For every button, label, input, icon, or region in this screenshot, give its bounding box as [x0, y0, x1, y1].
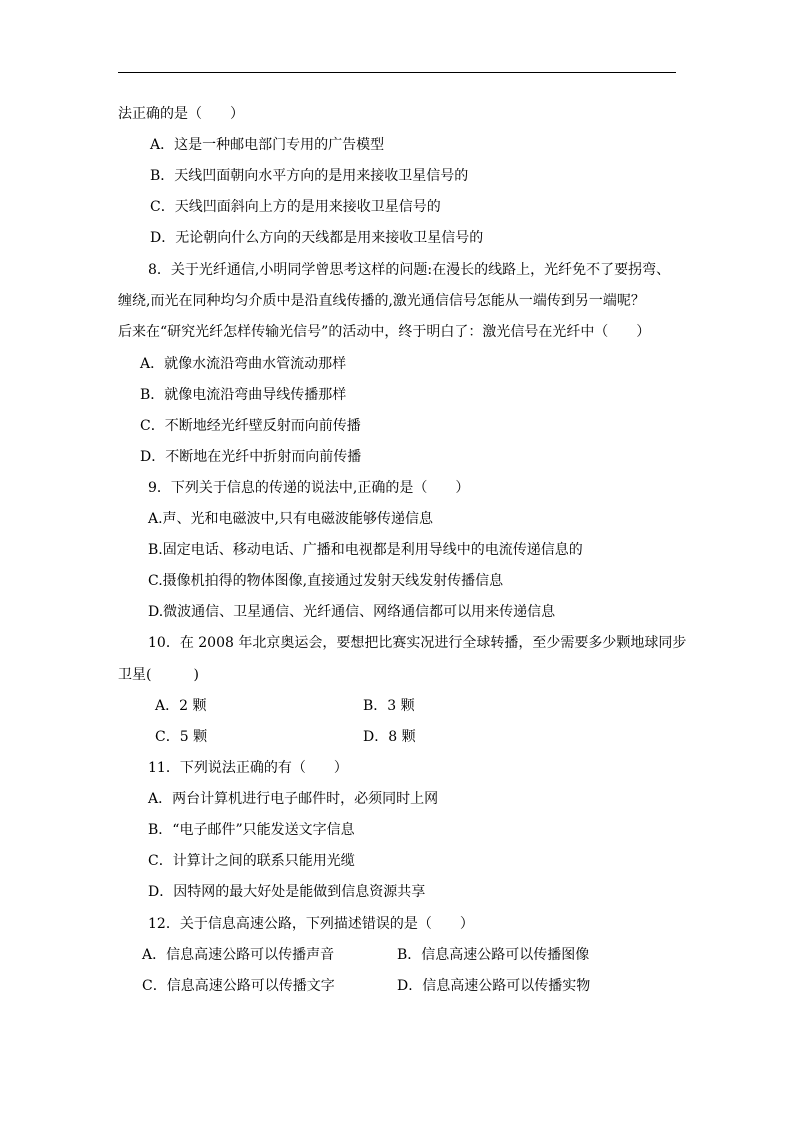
- q10-option-b: B．3 颗: [363, 698, 415, 714]
- q12-option-a: A．信息高速公路可以传播声音: [142, 947, 335, 963]
- q12-option-c: C．信息高速公路可以传播文字: [142, 978, 335, 994]
- q11-option-b: B．“电子邮件”只能发送文字信息: [148, 822, 355, 838]
- q9-option-a: A.声、光和电磁波中,只有电磁波能够传递信息: [148, 511, 434, 527]
- q8-option-d: D．不断地在光纤中折射而向前传播: [140, 449, 362, 465]
- q11-option-d: D．因特网的最大好处是能做到信息资源共享: [148, 884, 426, 900]
- q8-stem-line2: 缠绕,而光在同种均匀介质中是沿直线传播的,激光通信信号怎能从一端传到另一端呢？: [118, 293, 645, 309]
- q9-stem: 9．下列关于信息的传递的说法中,正确的是（ ）: [148, 480, 470, 496]
- q7-option-d: D．无论朝向什么方向的天线都是用来接收卫星信号的: [150, 230, 484, 246]
- header-rule: [118, 72, 676, 73]
- q11-option-c: C．计算计之间的联系只能用光缆: [148, 853, 355, 869]
- q12-option-d: D．信息高速公路可以传播实物: [397, 978, 591, 994]
- q12-option-b: B．信息高速公路可以传播图像: [397, 947, 590, 963]
- q9-option-b: B.固定电话、移动电话、广播和电视都是利用导线中的电流传递信息的: [148, 542, 583, 558]
- q8-stem-line3: 后来在“研究光纤怎样传输光信号”的活动中，终于明白了：激光信号在光纤中（ ）: [118, 324, 651, 340]
- q8-stem-line1: 8．关于光纤通信,小明同学曾思考这样的问题:在漫长的线路上，光纤免不了要拐弯、: [148, 262, 671, 278]
- q7-option-c: C．天线凹面斜向上方的是用来接收卫星信号的: [150, 199, 441, 215]
- q8-option-a: A．就像水流沿弯曲水管流动那样: [140, 356, 347, 372]
- q10-stem-line1: 10．在 2008 年北京奥运会，要想把比赛实况进行全球转播，至少需要多少颗地球同步: [148, 635, 687, 651]
- q11-stem: 11．下列说法正确的有（ ）: [148, 760, 348, 776]
- q10-option-d: D．8 颗: [363, 729, 416, 745]
- q10-option-a: A．2 颗: [155, 698, 207, 714]
- q10-option-c: C．5 颗: [155, 729, 208, 745]
- q7-stem-end: 法正确的是（ ）: [118, 106, 244, 122]
- q9-option-c: C.摄像机拍得的物体图像,直接通过发射天线发射传播信息: [148, 573, 504, 589]
- q11-option-a: A．两台计算机进行电子邮件时，必须同时上网: [148, 791, 439, 807]
- q9-option-d: D.微波通信、卫星通信、光纤通信、网络通信都可以用来传递信息: [148, 604, 556, 620]
- q12-stem: 12．关于信息高速公路，下列描述错误的是（ ）: [148, 916, 474, 932]
- q7-option-b: B．天线凹面朝向水平方向的是用来接收卫星信号的: [150, 168, 469, 184]
- q7-option-a: A．这是一种邮电部门专用的广告模型: [150, 137, 385, 153]
- q10-stem-line2: 卫星( ): [118, 667, 199, 683]
- q8-option-c: C．不断地经光纤壁反射而向前传播: [140, 418, 361, 434]
- q8-option-b: B．就像电流沿弯曲导线传播那样: [140, 387, 347, 403]
